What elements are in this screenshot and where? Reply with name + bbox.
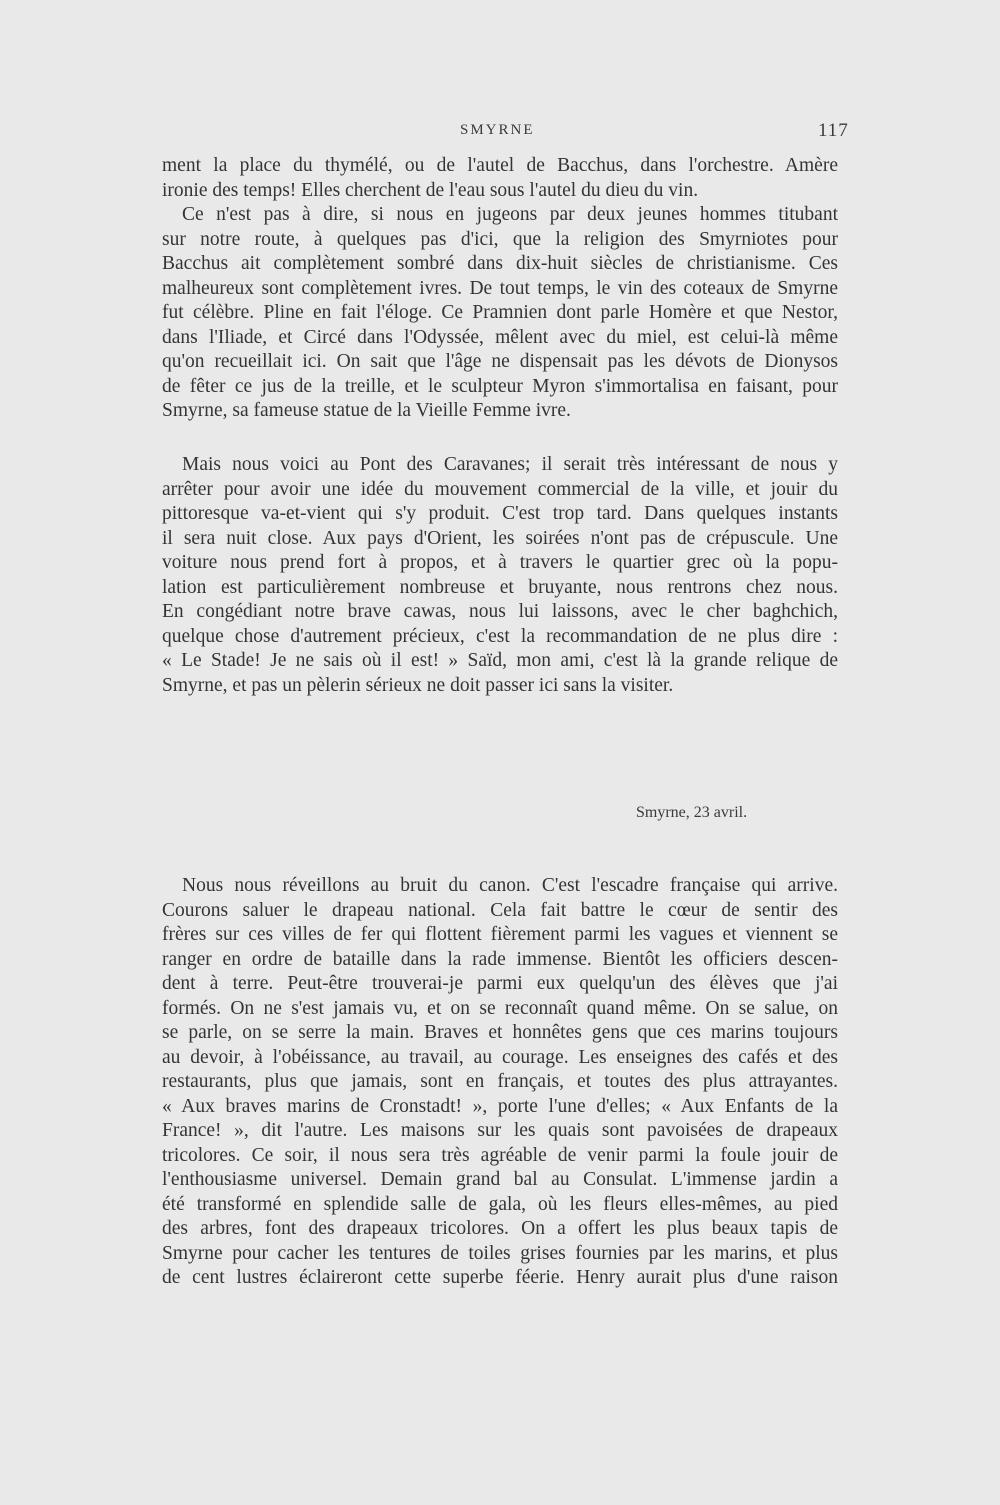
text-line: été transformé en splendide salle de gala, où les fleurs elles-mêmes, au pied — [162, 1193, 838, 1215]
paragraph — [162, 453, 838, 698]
text-line: tricolores. Ce soir, il nous sera très agréable de venir parmi la foule jouir de — [162, 1144, 838, 1166]
text-line: « Le Stade! Je ne sais où il est! » Saïd, mon ami, c'est là la grande relique de — [162, 650, 838, 671]
text-block-bottom — [162, 874, 838, 1291]
running-title: SMYRNE — [460, 122, 535, 138]
text-line: arrêter pour avoir une idée du mouvement commercial de la ville, et jouir du — [162, 478, 838, 500]
page-number: 117 — [818, 120, 849, 141]
text-line: France! », dit l'autre. Les maisons sur les quais sont pavoisées de drapeaux — [162, 1120, 838, 1141]
text-line: ment la place du thymélé, ou de l'autel de Bacchus, dans l'orchestre. Amère — [162, 155, 838, 176]
text-line: Nous nous réveillons au bruit du canon. C'est l'escadre française qui arrive. — [182, 875, 838, 896]
paragraph — [162, 203, 838, 424]
text-line: ironie des temps! Elles cherchent de l'eau sous l'autel du dieu du vin. — [162, 179, 699, 201]
text-line: frères sur ces villes de fer qui flottent fièrement parmi les vagues et viennent se — [162, 924, 838, 945]
text-line: lation est particulièrement nombreuse et bruyante, nous rentrons chez nous. — [162, 576, 838, 598]
text-line: Smyrne pour cacher les tentures de toiles grises fournies par les marins, et plus — [162, 1242, 838, 1264]
text-line: ranger en ordre de bataille dans la rade immense. Bientôt les officiers descen- — [162, 948, 838, 970]
text-line: de fêter ce jus de la treille, et le sculpteur Myron s'immortalisa en faisant, pour — [162, 375, 838, 397]
text-line: voiture nous prend fort à propos, et à travers le quartier grec où la popu- — [162, 552, 838, 573]
text-line: qu'on recueillait ici. On sait que l'âge ne dispensait pas les dévots de Dionysos — [162, 351, 838, 372]
text-line: Smyrne, et pas un pèlerin sérieux ne doit passer ici sans la visiter. — [162, 674, 674, 696]
text-line: pittoresque va-et-vient qui s'y produit. C'est trop tard. Dans quelques instants — [162, 503, 838, 524]
text-line: dent à terre. Peut-être trouverai-je parmi eux quelqu'un des élèves que j'ai — [162, 973, 838, 994]
text-line: de cent lustres éclaireront cette superbe féerie. Henry aurait plus d'une raison — [162, 1267, 838, 1288]
text-line: Ce n'est pas à dire, si nous en jugeons par deux jeunes hommes titubant — [182, 204, 838, 225]
text-line: sur notre route, à quelques pas d'ici, que la religion des Smyrniotes pour — [162, 228, 838, 250]
text-line: se parle, on se serre la main. Braves et honnêtes gens que ces marins toujours — [162, 1022, 838, 1043]
text-block-middle — [162, 453, 838, 698]
text-line: Courons saluer le drapeau national. Cela fait battre le cœur de sentir des — [162, 899, 838, 921]
text-line: malheureux sont complètement ivres. De tout temps, le vin des coteaux de Smyrne — [162, 277, 838, 299]
text-line: Smyrne, sa fameuse statue de la Vieille Femme ivre. — [162, 400, 571, 421]
text-line: dans l'Iliade, et Circé dans l'Odyssée, mêlent avec du miel, est celui-là même — [162, 326, 838, 348]
text-line: fut célèbre. Pline en fait l'éloge. Ce Pramnien dont parle Homère et que Nestor, — [162, 302, 838, 323]
text-line: Bacchus ait complètement sombré dans dix-huit siècles de christianisme. Ces — [162, 253, 838, 274]
paragraph — [162, 874, 838, 1291]
text-line: « Aux braves marins de Cronstadt! », porte l'une d'elles; « Aux Enfants de la — [162, 1095, 838, 1117]
paragraph-continuation — [162, 154, 838, 203]
text-line: au devoir, à l'obéissance, au travail, au courage. Les enseignes des cafés et des — [162, 1046, 838, 1068]
page-header — [0, 118, 1000, 148]
text-line: formés. On ne s'est jamais vu, et on se reconnaît quand même. On se salue, on — [162, 997, 838, 1019]
text-line: des arbres, font des drapeaux tricolores. On a offert les plus beaux tapis de — [162, 1218, 838, 1239]
text-line: l'enthousiasme universel. Demain grand bal au Consulat. L'immense jardin a — [162, 1169, 838, 1190]
dateline: Smyrne, 23 avril. — [636, 804, 748, 821]
text-line: Mais nous voici au Pont des Caravanes; il serait très intéressant de nous y — [182, 454, 838, 475]
text-line: restaurants, plus que jamais, sont en français, et toutes des plus attrayantes. — [162, 1071, 838, 1092]
text-line: il sera nuit close. Aux pays d'Orient, les soirées n'ont pas de crépuscule. Une — [162, 527, 838, 549]
text-line: En congédiant notre brave cawas, nous lui laissons, avec le cher baghchich, — [162, 601, 838, 622]
text-block-top — [162, 154, 838, 424]
text-line: quelque chose d'autrement précieux, c'est la recommandation de ne plus dire : — [162, 625, 838, 647]
